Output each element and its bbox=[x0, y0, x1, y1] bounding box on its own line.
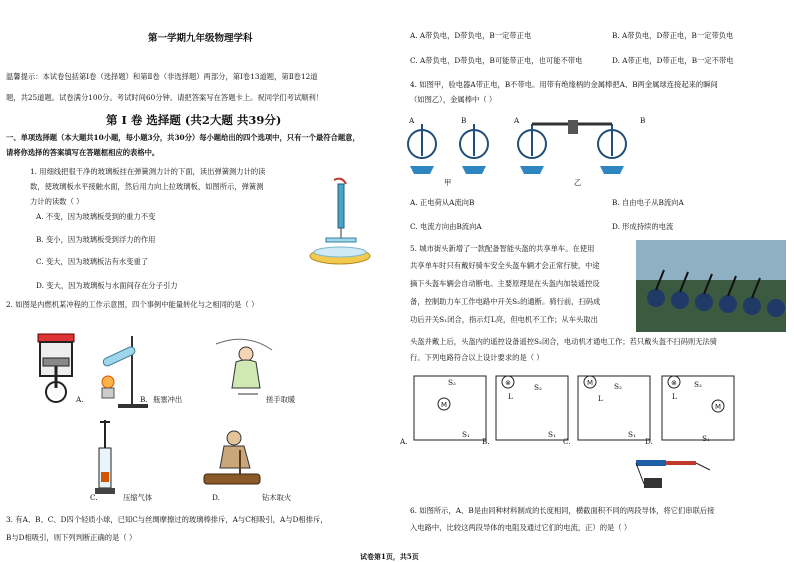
shared-bike-photo bbox=[636, 240, 786, 332]
q2-option-a: A. bbox=[76, 395, 84, 404]
circuit-c-s1: S₁ bbox=[628, 430, 636, 439]
electroscope-label-b-right: B bbox=[640, 116, 646, 125]
q4-option-a: A. 正电荷从A流向B bbox=[410, 198, 475, 207]
circuit-d-s2: S₂ bbox=[694, 380, 702, 389]
q2-b-caption: 瓶塞冲出 bbox=[153, 395, 183, 404]
electroscope-label-b-left: B bbox=[461, 116, 467, 125]
q1-option-d: D. 变大，因为玻璃板与水面间存在分子引力 bbox=[36, 281, 178, 290]
section-title: 第 Ⅰ 卷 选择题 (共2大题 共39分) bbox=[106, 113, 282, 127]
circuit-c-s2: S₂ bbox=[614, 382, 622, 391]
q5-stem-4: 备，控制助力车工作电路中开关S₂的通断。骑行前，扫码成 bbox=[410, 297, 601, 306]
circuit-a-s1: S₁ bbox=[462, 430, 470, 439]
hand-warming-figure bbox=[208, 334, 288, 400]
notice-line-2: 题，共25道题。试卷满分100分。考试时间60分钟。请把答案写在答题卡上。祝同学们考试顺利！ bbox=[6, 93, 324, 102]
figure-yi-label: 乙 bbox=[574, 178, 582, 187]
q2-option-d: D. bbox=[212, 493, 220, 502]
q5-stem-7: 行。下列电路符合以上设计要求的是（ ） bbox=[410, 353, 544, 362]
circuit-d-lamp: L bbox=[672, 392, 677, 401]
electroscope-label-a-right: A bbox=[514, 116, 520, 125]
q5-stem-2: 共享单车时只有戴好骑车安全头盔车辆才会正常行驶，中途 bbox=[410, 261, 600, 270]
circuit-label-b: B. bbox=[482, 437, 490, 446]
q5-stem-5: 功后开关S₁闭合，指示灯L亮，但电机不工作；从车头取出 bbox=[410, 315, 598, 324]
spring-scale-figure bbox=[304, 176, 376, 270]
q3-option-a: A. A带负电，D带负电，B一定带正电 bbox=[410, 31, 532, 40]
q3-stem-2: B与D相吸引，则下列判断正确的是（ ） bbox=[6, 533, 137, 542]
svg-text:M: M bbox=[586, 379, 594, 387]
q2-d-caption: 钻木取火 bbox=[262, 493, 292, 502]
q6-stem-2: 入电路中，比较这两段导体的电阻及通过它们的电流，正）的是（ ） bbox=[410, 523, 632, 532]
q4-option-b: B. 自由电子从B流向A bbox=[612, 198, 684, 207]
circuit-b-s2: S₂ bbox=[534, 383, 542, 392]
q4-option-c: C. 电流方向由B流向A bbox=[410, 222, 482, 231]
circuit-d-s1: S₁ bbox=[702, 434, 710, 443]
svg-text:M: M bbox=[440, 401, 448, 409]
test-tube-figure bbox=[90, 330, 160, 410]
svg-text:⊗: ⊗ bbox=[505, 379, 511, 387]
pump-figure bbox=[94, 418, 116, 498]
engine-diagram bbox=[30, 330, 82, 406]
q2-c-caption: 压缩气体 bbox=[123, 493, 153, 502]
q1-option-b: B. 变小，因为玻璃板受到浮力的作用 bbox=[36, 235, 156, 244]
q4-stem-2: （如图乙），金属棒中（ ） bbox=[410, 95, 497, 104]
q5-stem-3: 摘下头盔车辆会自动断电。主要原理是在头盔内加装遥控设 bbox=[410, 279, 600, 288]
q3-option-b: B. A带负电，D带正电，B一定带负电 bbox=[612, 31, 734, 40]
circuit-b-s1: S₁ bbox=[548, 430, 556, 439]
q2-option-b: B. bbox=[140, 395, 148, 404]
q1-stem-3: 力计的读数（ ） bbox=[30, 197, 84, 206]
svg-text:⊗: ⊗ bbox=[671, 379, 677, 387]
q4-option-d: D. 形成持续的电流 bbox=[612, 222, 674, 231]
svg-text:M: M bbox=[714, 403, 722, 411]
q5-stem-6: 头盔并戴上后，头盔内的遥控设备遥控S₂闭合，电动机才通电工作；若只戴头盔不扫码则无法骑 bbox=[410, 337, 718, 346]
q2-stem: 2. 如图是内燃机某冲程的工作示意图，四个事例中能量转化与之相同的是（ ） bbox=[6, 300, 259, 309]
q3-stem-1: 3. 有A、B、C、D四个轻质小球，已知C与丝绸摩擦过的玻璃棒排斥，A与C相吸引，A与D相排斥， bbox=[6, 515, 328, 524]
circuit-a-s2: S₂ bbox=[448, 378, 456, 387]
drill-fire-figure bbox=[200, 428, 264, 490]
circuit-label-d: D. bbox=[645, 437, 653, 446]
q2-hand-caption: 搓手取暖 bbox=[266, 395, 296, 404]
q5-stem-1: 5. 城市街头新增了一款配备智能头盔的共享单车。在使用 bbox=[410, 244, 595, 253]
q3-option-d: D. A带正电，D带正电，B一定不带电 bbox=[612, 56, 734, 65]
part1-instruction-2: 请将你选择的答案填写在答题框相应的表格中。 bbox=[6, 148, 160, 157]
notice-line-1: 温馨提示：本试卷包括第Ⅰ卷（选择题）和第Ⅱ卷（非选择题）两部分，第Ⅰ卷13道题，第Ⅱ卷12道 bbox=[6, 72, 318, 81]
q4-stem-1: 4. 如图甲，验电器A带正电，B不带电。用带有绝缘柄的金属棒把A、B两金属球连接起来的瞬间 bbox=[410, 80, 718, 89]
electroscope-label-a-left: A bbox=[409, 116, 415, 125]
q1-option-c: C. 变大，因为玻璃板沾有水变重了 bbox=[36, 257, 149, 266]
figure-jia-label: 甲 bbox=[444, 178, 452, 187]
circuit-options bbox=[408, 372, 738, 448]
part1-instruction-1: 一、单项选择题（本大题共10小题，每小题3分，共30分）每小题给出的四个选项中，只有一个最符合题意， bbox=[6, 133, 360, 142]
q1-stem-2: 数，使玻璃板水平接触水面，然后用力向上拉玻璃板，如图所示，弹簧测 bbox=[30, 182, 264, 191]
page-footer: 试卷第1页，共5页 bbox=[360, 552, 419, 561]
electroscope-figure bbox=[404, 114, 648, 186]
page-title: 第一学期九年级物理学科 bbox=[148, 33, 253, 44]
q1-stem-1: 1. 用细线把很干净的玻璃板挂在弹簧测力计的下面，读出弹簧测力计的读 bbox=[30, 167, 266, 176]
q6-stem-1: 6. 如图所示，A、B是由同种材料制成的长度相同，横截面积不同的两段导体，将它们串联后接 bbox=[410, 506, 715, 515]
circuit-label-c: C. bbox=[563, 437, 571, 446]
circuit-b-lamp: L bbox=[508, 392, 513, 401]
q3-option-c: C. A带负电，D带负电，B可能带正电，也可能不带电 bbox=[410, 56, 583, 65]
circuit-c-lamp: L bbox=[598, 394, 603, 403]
q1-option-a: A. 不变，因为玻璃板受到的重力不变 bbox=[36, 212, 156, 221]
q2-option-c: C. bbox=[90, 493, 98, 502]
conductor-figure bbox=[632, 456, 718, 496]
circuit-label-a: A. bbox=[400, 437, 408, 446]
